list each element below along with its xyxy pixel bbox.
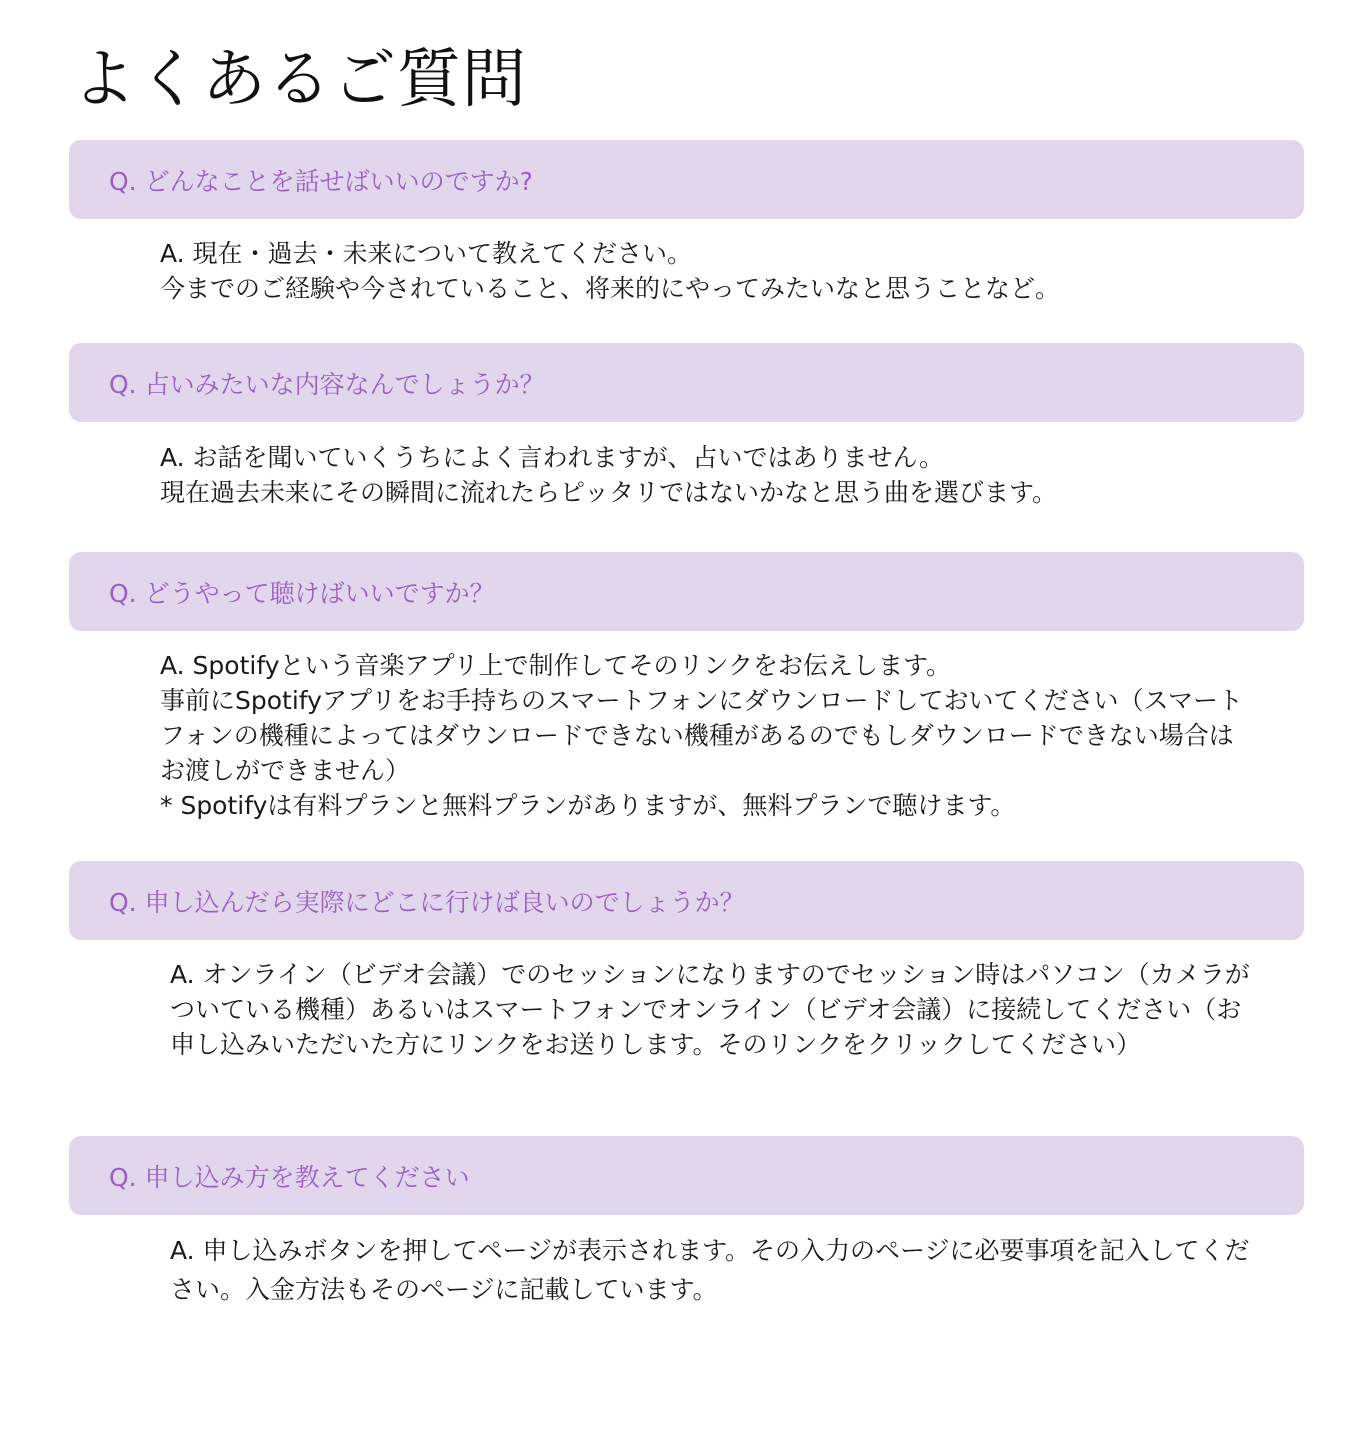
faq-item bbox=[69, 1136, 1304, 1304]
faq-answer-3 bbox=[160, 648, 1250, 823]
answer-line: 今までのご経験や今されていること、将来的にやってみたいなと思うことなど。 bbox=[160, 274, 1061, 303]
faq-question-1[interactable] bbox=[69, 140, 1304, 219]
page-title: よくあるご質問 bbox=[72, 43, 527, 117]
faq-answer-2 bbox=[160, 440, 1250, 510]
question-text: Q. どうやって聴けばいいですか？ bbox=[109, 578, 495, 608]
faq-answer-5 bbox=[170, 1231, 1250, 1309]
faq-question-3[interactable] bbox=[69, 552, 1304, 631]
question-text: Q. 占いみたいな内容なんでしょうか？ bbox=[109, 369, 545, 399]
answer-line: A. 現在・過去・未来について教えてください。 bbox=[160, 239, 693, 268]
faq-item bbox=[69, 552, 1304, 820]
answer-line: 事前にSpotifyアプリをお手持ちのスマートフォンにダウンロードしておいてください（スマートフォンの機種によってはダウンロードできない機種があるのでもしダウンロードできない場合はお渡しができません） bbox=[160, 686, 1243, 785]
answer-line: A. お話を聞いていくうちによく言われますが、占いではありません。 bbox=[160, 443, 945, 472]
faq-question-5[interactable] bbox=[69, 1136, 1304, 1215]
answer-line: 現在過去未来にその瞬間に流れたらピッタリではないかなと思う曲を選びます。 bbox=[160, 478, 1058, 507]
faq-answer-1 bbox=[160, 236, 1250, 306]
question-text: Q. 申し込んだら実際にどこに行けば良いのでしょうか？ bbox=[109, 887, 745, 917]
question-text: Q. 申し込み方を教えてください bbox=[109, 1162, 470, 1192]
faq-question-2[interactable] bbox=[69, 343, 1304, 422]
answer-line: A. オンライン（ビデオ会議）でのセッションになりますのでセッション時はパソコン（カメラがついている機種）あるいはスマートフォンでオンライン（ビデオ会議）に接続してください（お申し込みいただいた方にリンクをお送りします。そのリンクをクリックしてください） bbox=[170, 960, 1250, 1059]
faq-question-4[interactable] bbox=[69, 861, 1304, 940]
answer-line: * Spotifyは有料プランと無料プランがありますが、無料プランで聴けます。 bbox=[160, 791, 1016, 820]
faq-item bbox=[69, 140, 1304, 303]
question-text: Q. どんなことを話せばいいのですか? bbox=[109, 166, 533, 196]
faq-item bbox=[69, 861, 1304, 1059]
answer-line: A. 申し込みボタンを押してページが表示されます。その入力のページに必要事項を記入してください。入金方法もそのページに記載しています。 bbox=[170, 1236, 1250, 1304]
faq-item bbox=[69, 343, 1304, 507]
answer-line: A. Spotifyという音楽アプリ上で制作してそのリンクをお伝えします。 bbox=[160, 651, 951, 680]
faq-answer-4 bbox=[170, 957, 1250, 1062]
